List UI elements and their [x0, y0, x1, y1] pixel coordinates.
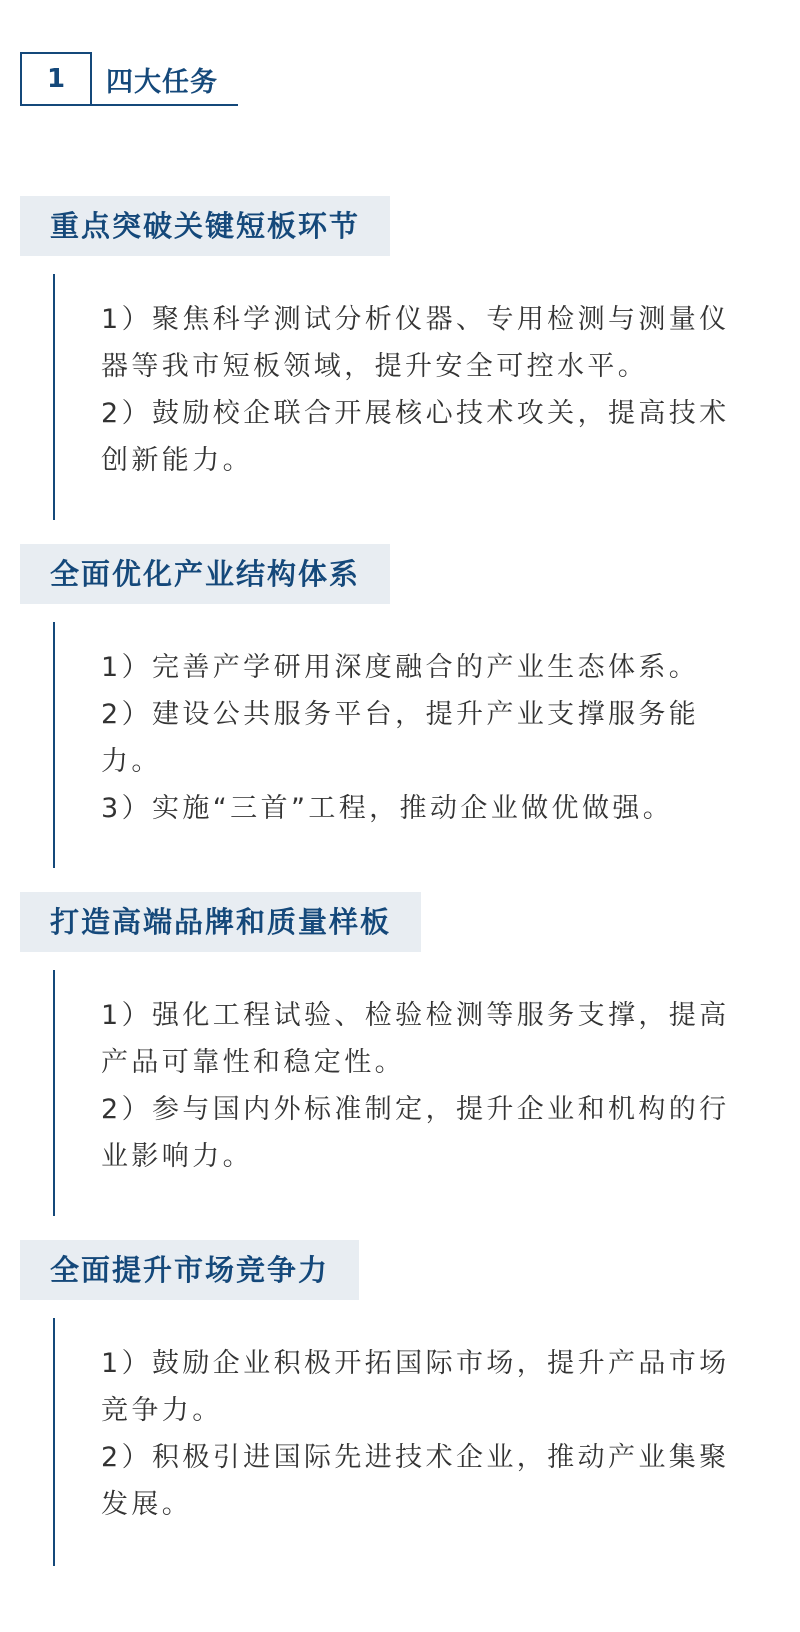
task-title: 重点突破关键短板环节	[20, 196, 390, 256]
task-item: 1）完善产学研用深度融合的产业生态体系。	[101, 652, 700, 683]
section-title: 四大任务	[106, 67, 218, 98]
section-number: 1	[20, 52, 92, 106]
task-item: 2）参与国内外标准制定，提升企业和机构的行业影响力。	[101, 1094, 730, 1172]
task-item: 2）建设公共服务平台，提升产业支撑服务能力。	[101, 699, 700, 777]
task-block	[20, 1240, 780, 1566]
task-item: 1）强化工程试验、检验检测等服务支撑，提高产品可靠性和稳定性。	[101, 1000, 730, 1078]
task-item: 3）实施“三首”工程，推动企业做优做强。	[101, 793, 674, 824]
task-body	[53, 970, 780, 1216]
task-block	[20, 892, 780, 1216]
section-header	[20, 52, 238, 110]
task-title: 打造高端品牌和质量样板	[20, 892, 421, 952]
task-item: 2）鼓励校企联合开展核心技术攻关，提高技术创新能力。	[101, 398, 730, 476]
task-item: 1）聚焦科学测试分析仪器、专用检测与测量仪器等我市短板领域，提升安全可控水平。	[101, 304, 730, 382]
task-block	[20, 196, 780, 520]
task-body	[53, 274, 780, 520]
task-item: 1）鼓励企业积极开拓国际市场，提升产品市场竞争力。	[101, 1348, 730, 1426]
section-underline	[92, 104, 238, 106]
task-body	[53, 1318, 780, 1566]
task-block	[20, 544, 780, 868]
task-title: 全面优化产业结构体系	[20, 544, 390, 604]
task-title: 全面提升市场竞争力	[20, 1240, 359, 1300]
task-body	[53, 622, 780, 868]
task-item: 2）积极引进国际先进技术企业，推动产业集聚发展。	[101, 1442, 730, 1520]
